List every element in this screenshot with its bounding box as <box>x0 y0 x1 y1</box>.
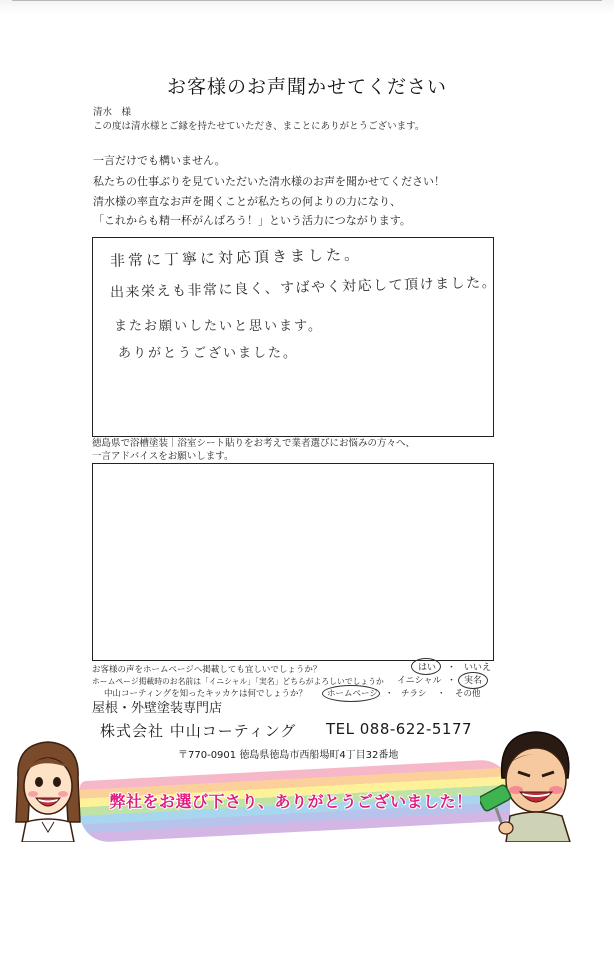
source-separator: ・ <box>437 689 446 699</box>
name-real: 実名 <box>464 676 483 686</box>
customer-name: 清水 様 <box>93 107 132 118</box>
advice-prompt: 一言アドバイスをお願いします。 <box>92 451 234 462</box>
source-homepage: ホームページ <box>327 689 378 699</box>
company-address: 〒770-0901 徳島県徳島市西船場町4丁目32番地 <box>178 750 399 761</box>
thanks-text: この度は清水様とご縁を持たせていただき、まことにありがとうございます。 <box>93 121 425 132</box>
publish-separator: ・ <box>447 663 457 673</box>
feedback-line: 出来栄えも非常に良く、すばやく対応して頂けました。 <box>109 274 498 301</box>
feedback-line: 非常に丁寧に対応頂きました。 <box>109 245 363 270</box>
publish-yes: はい <box>418 663 437 673</box>
intro-line: 「これからも精一杯がんばろう！」という活力につながります。 <box>93 214 411 227</box>
painter-mascot-illustration <box>480 724 586 842</box>
feedback-line: またお願いしたいと思います。 <box>114 319 323 334</box>
company-name: 株式会社 中山コーティング <box>100 722 297 740</box>
source-question: 中山コーティングを知ったキッカケは何でしょうか？ <box>104 689 307 699</box>
source-homepage-circle <box>322 685 380 702</box>
name-question: ホームページ掲載時のお名前は「イニシャル」「実名」どちらがよろしいでしょうか <box>92 677 384 686</box>
name-real-circle <box>458 672 488 689</box>
advice-box <box>92 463 494 661</box>
intro-line: 私たちの仕事ぶりを見ていただいた清水様のお声を聞かせてください！ <box>93 175 445 188</box>
source-other: その他 <box>455 689 481 699</box>
banner-text: 弊社をお選び下さり、ありがとうございました！ <box>109 792 473 811</box>
intro-line: 一言だけでも構いません。 <box>93 154 226 167</box>
source-flyer: チラシ <box>401 689 427 699</box>
name-separator: ・ <box>447 676 457 686</box>
source-separator: ・ <box>385 689 394 699</box>
name-initial: イニシャル <box>397 676 442 686</box>
publish-no: いいえ <box>464 663 492 673</box>
advice-prompt: 徳島県で浴槽塗装｜浴室シート貼りをお考えで業者選びにお悩みの方々へ、 <box>92 438 416 449</box>
woman-mascot-illustration <box>8 738 88 842</box>
publish-question: お客様の声をホームページへ掲載しても宜しいでしょうか？ <box>92 665 322 675</box>
company-tel: TEL 088-622-5177 <box>326 720 473 738</box>
publish-yes-circle <box>411 658 441 675</box>
feedback-line: ありがとうございました。 <box>118 346 299 361</box>
page-title: お客様のお声聞かせてください <box>166 76 447 98</box>
scan-top-edge <box>0 0 614 14</box>
company-subtitle: 屋根・外壁塗装専門店 <box>92 701 223 716</box>
intro-line: 清水様の率直なお声を聞くことが私たちの何よりの力になり、 <box>93 195 401 208</box>
